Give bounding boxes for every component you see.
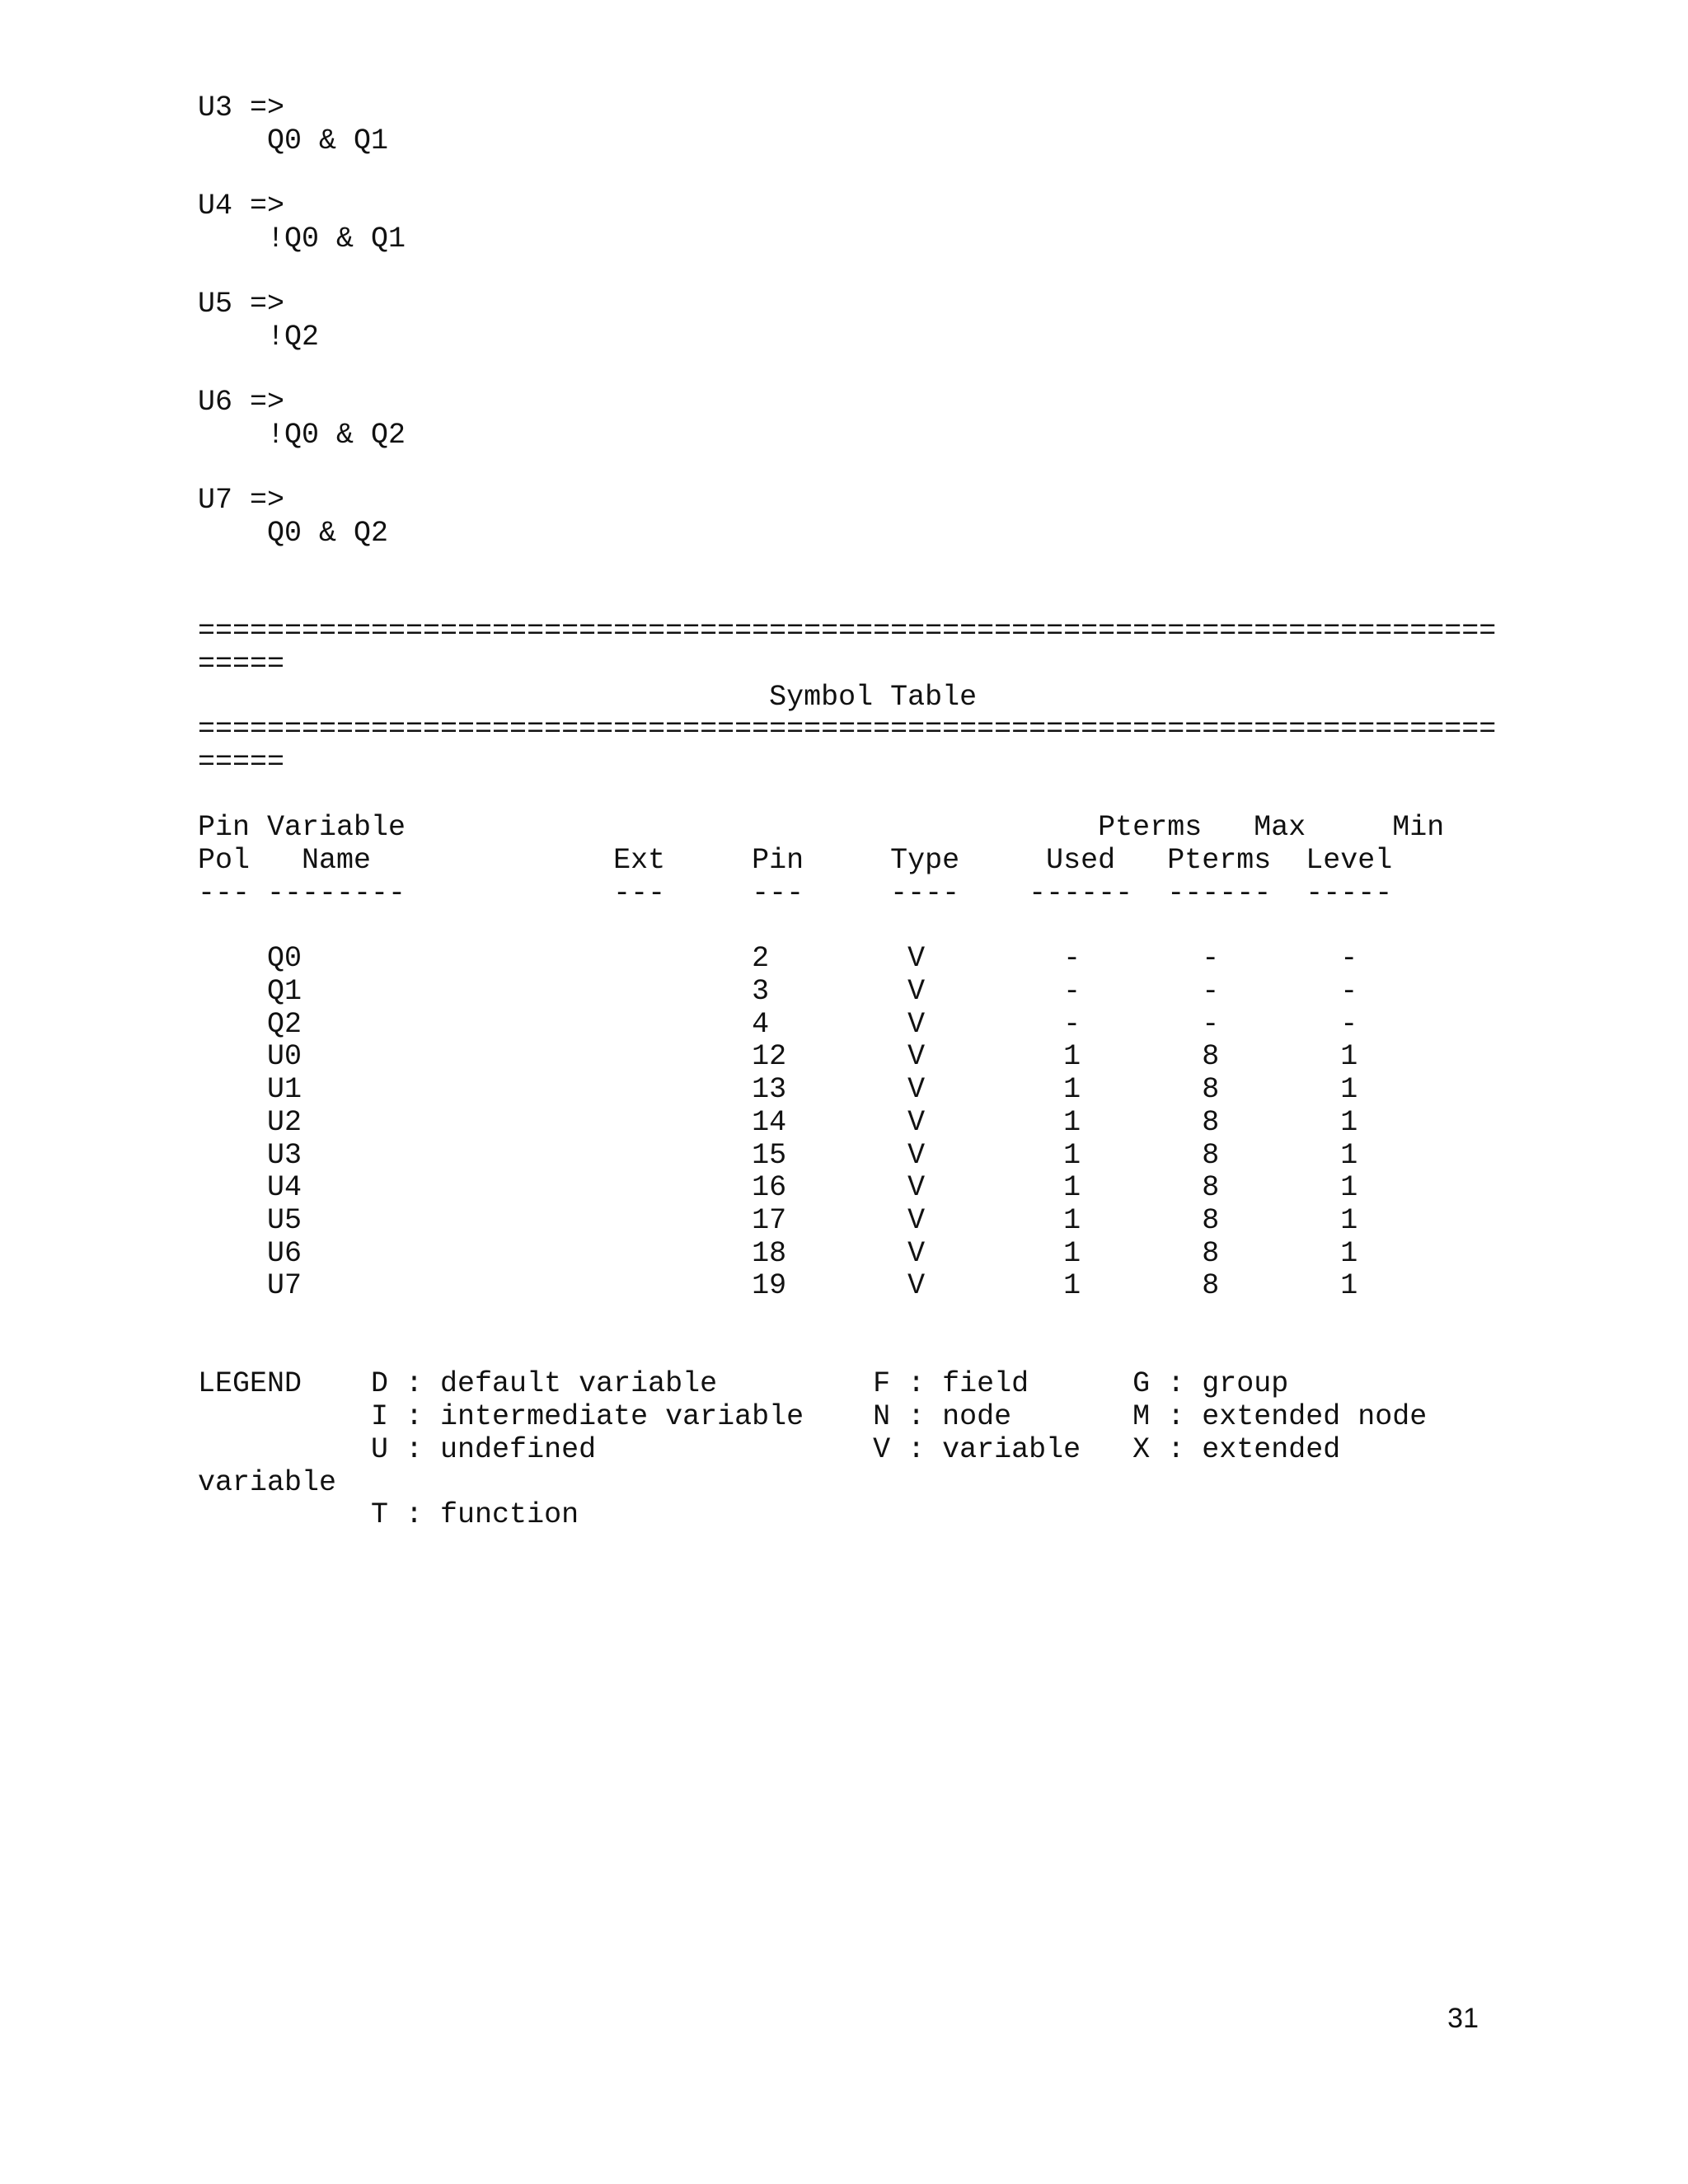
table-row: U0 12 V 1 8 1: [198, 1040, 1358, 1074]
legend-line-5: T : function: [198, 1498, 579, 1532]
rule-line-top: ===========================================================================: [198, 615, 1497, 649]
table-row: U6 18 V 1 8 1: [198, 1236, 1358, 1270]
blank-line: [198, 911, 1496, 944]
blank-line: [198, 780, 1496, 813]
table-header-line-1: Pin Variable Pterms Max Min: [198, 811, 1445, 845]
equation-name-u6: U6 =>: [198, 386, 285, 419]
equation-expr-u6: !Q0 & Q2: [198, 419, 406, 452]
blank-line: [198, 1336, 1496, 1369]
table-row: U2 14 V 1 8 1: [198, 1105, 1358, 1139]
blank-line: [198, 354, 1496, 387]
blank-line: [198, 157, 1496, 190]
symbol-table-title: Symbol Table: [198, 680, 978, 714]
equation-name-u4: U4 =>: [198, 190, 285, 223]
equation-expr-u4: !Q0 & Q1: [198, 222, 406, 255]
blank-line: [198, 1303, 1496, 1336]
table-row: U3 15 V 1 8 1: [198, 1138, 1358, 1172]
table-row: U7 19 V 1 8 1: [198, 1269, 1358, 1303]
equation-expr-u7: Q0 & Q2: [198, 517, 389, 551]
legend-line-2: I : intermediate variable N : node M : extended node: [198, 1400, 1428, 1434]
blank-line: [198, 551, 1496, 583]
equation-name-u3: U3 =>: [198, 91, 285, 124]
table-row: Q0 2 V - - -: [198, 942, 1358, 976]
equation-expr-u5: !Q2: [198, 320, 320, 354]
table-row: U5 17 V 1 8 1: [198, 1203, 1358, 1237]
rule-line-bottom-wrap: =====: [198, 746, 285, 780]
blank-line: [198, 256, 1496, 289]
table-row: U1 13 V 1 8 1: [198, 1073, 1358, 1107]
legend-line-4: variable: [198, 1465, 337, 1499]
table-row: Q1 3 V - - -: [198, 974, 1358, 1008]
equation-expr-u3: Q0 & Q1: [198, 124, 389, 157]
legend-line-3: U : undefined V : variable X : extended: [198, 1432, 1341, 1466]
page-number: 31: [1447, 2003, 1479, 2034]
blank-line: [198, 452, 1496, 485]
table-header-underline: --- -------- --- --- ---- ------ ------ -----: [198, 876, 1393, 910]
blank-line: [198, 583, 1496, 616]
rule-line-top-wrap: =====: [198, 647, 285, 681]
rule-line-bottom: ===========================================================================: [198, 713, 1497, 747]
table-header-line-2: Pol Name Ext Pin Type Used Pterms Level: [198, 844, 1393, 878]
table-row: Q2 4 V - - -: [198, 1007, 1358, 1041]
equation-name-u5: U5 =>: [198, 288, 285, 321]
report-text: [198, 92, 1496, 1532]
table-row: U4 16 V 1 8 1: [198, 1171, 1358, 1205]
legend-line-1: LEGEND D : default variable F : field G : group: [198, 1367, 1289, 1401]
equation-name-u7: U7 =>: [198, 484, 285, 518]
